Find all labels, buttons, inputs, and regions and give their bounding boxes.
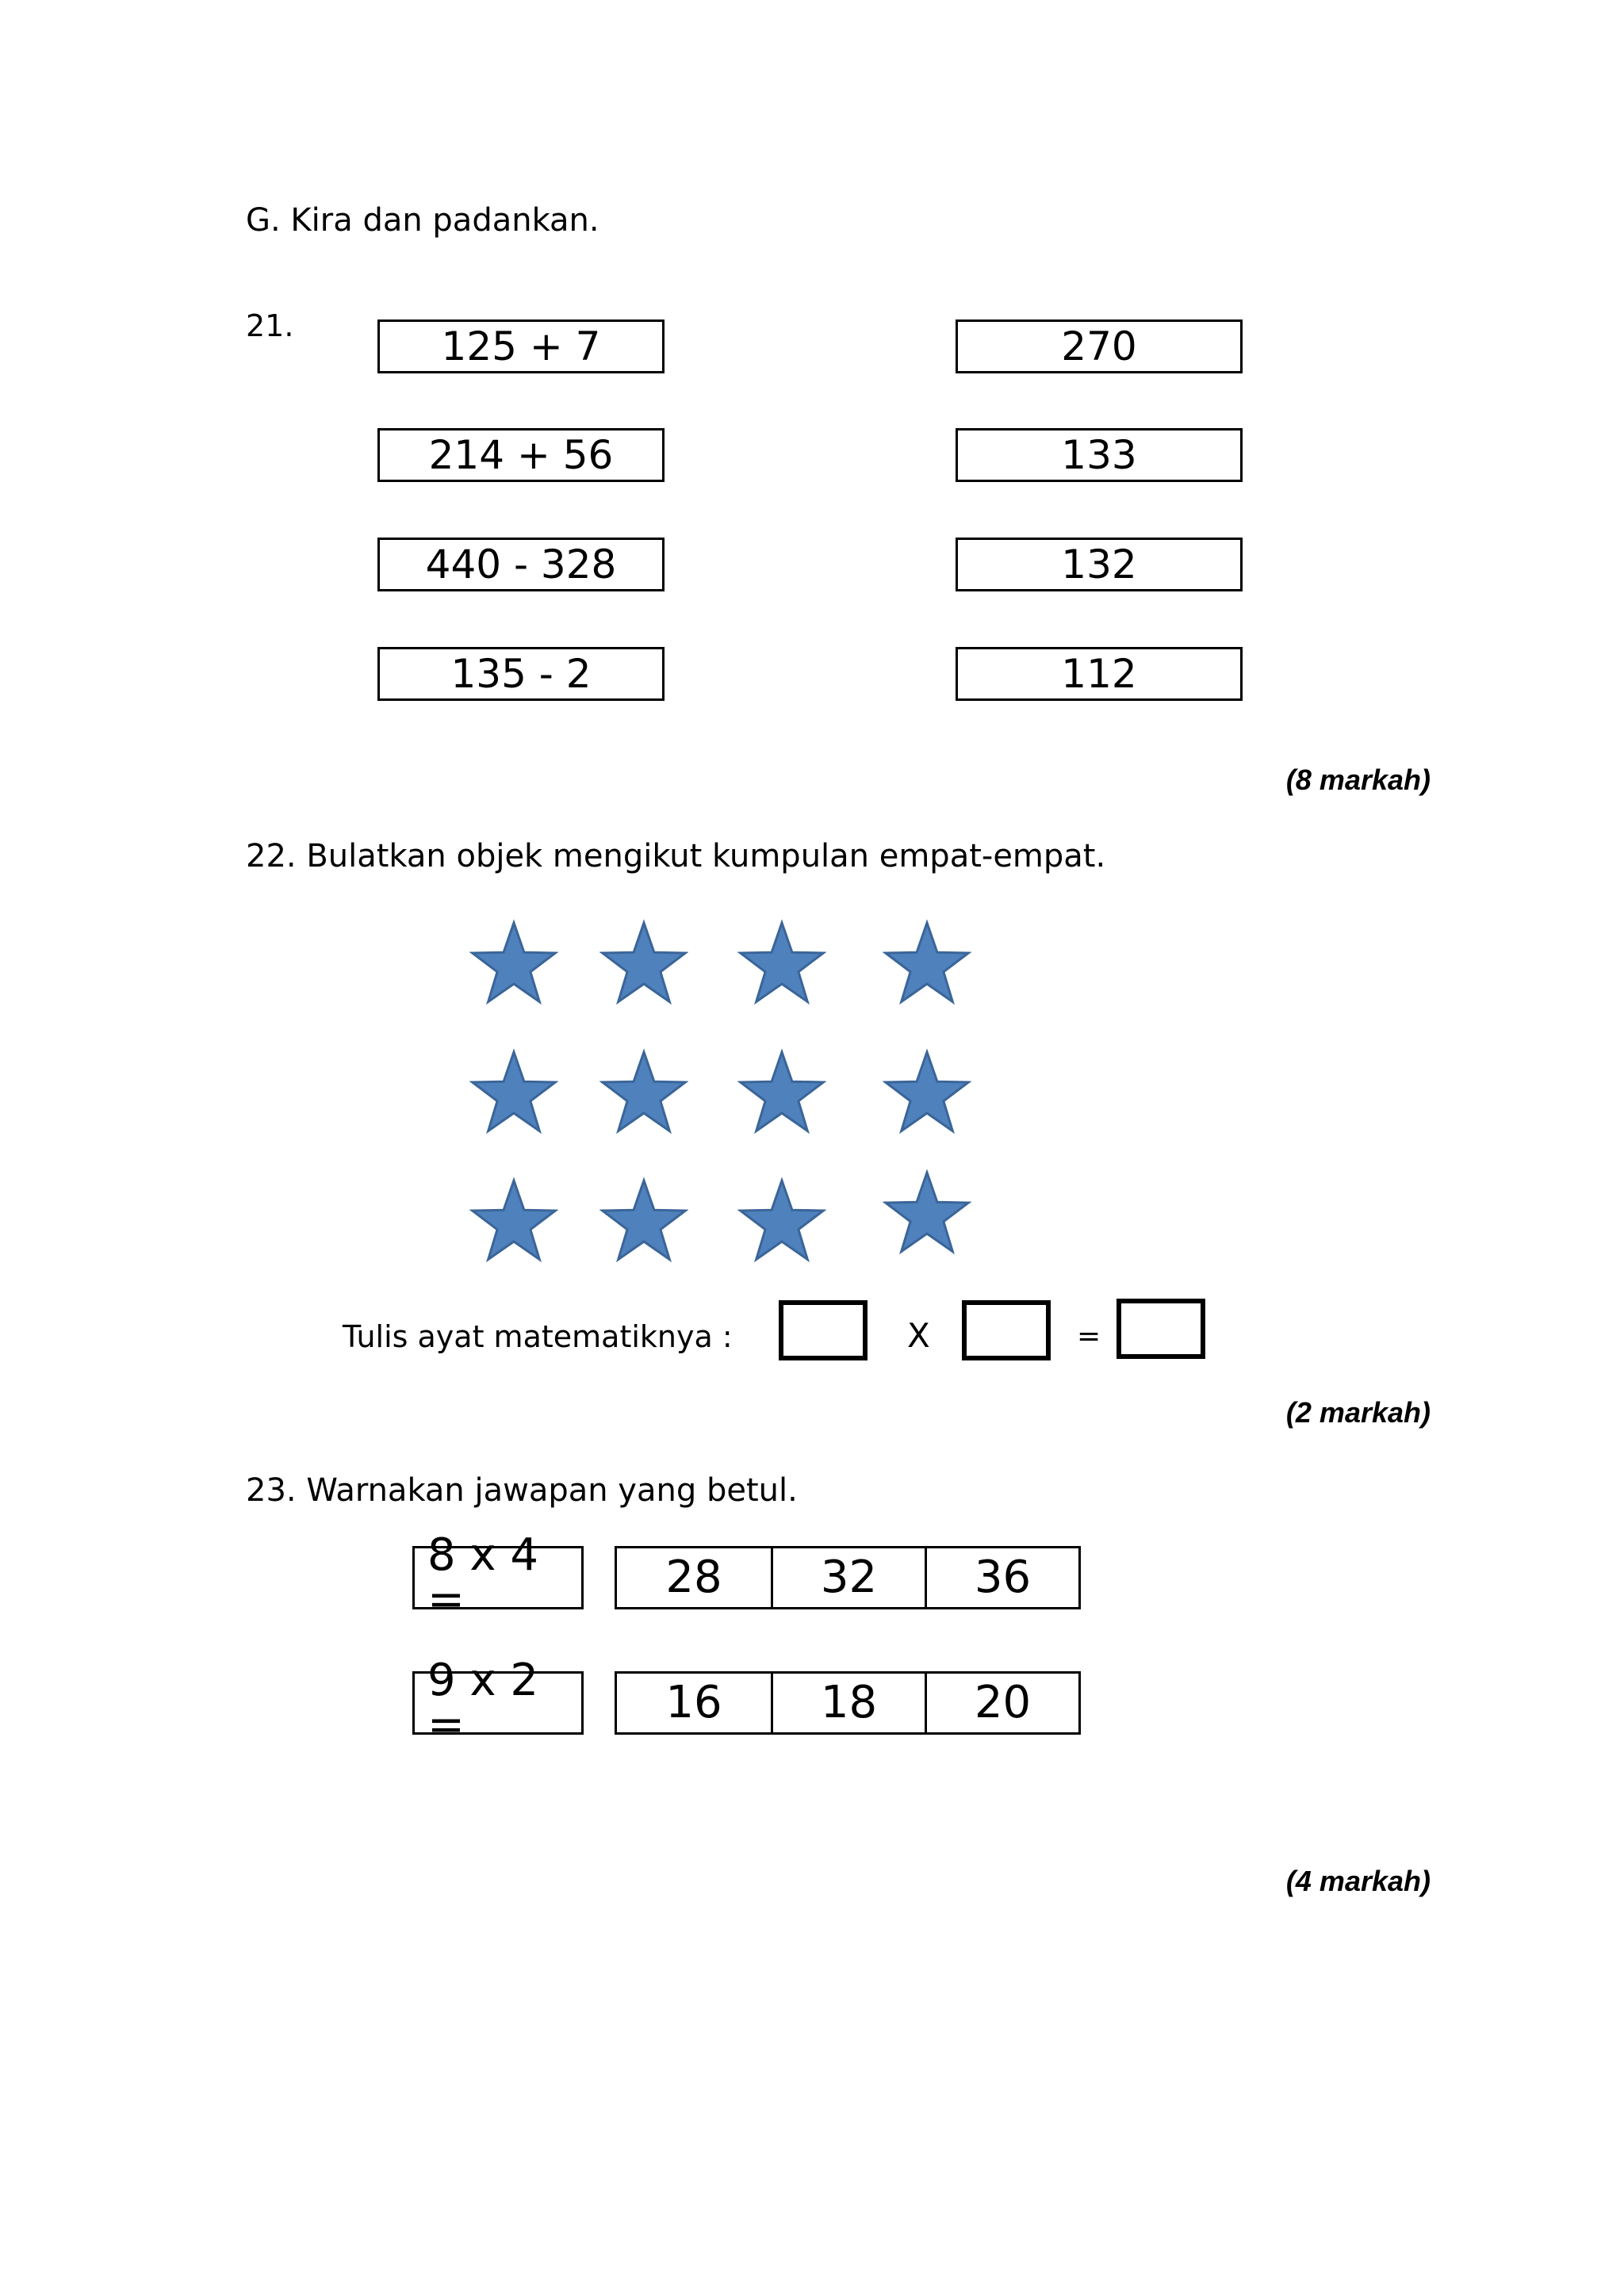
star-icon[interactable] [599,1175,688,1269]
question-22-text: 22. Bulatkan objek mengikut kumpulan empat-empat. [246,838,1106,874]
multiplier-input-box[interactable] [962,1300,1051,1360]
choice-cell[interactable]: 32 [771,1548,925,1607]
expression-box[interactable]: 440 - 328 [377,538,665,591]
star-icon[interactable] [737,917,826,1011]
star-icon[interactable] [469,1175,558,1269]
choice-row [615,1546,1081,1609]
marks-label-21: (8 markah) [1285,763,1431,796]
answer-box[interactable]: 270 [956,320,1243,373]
star-icon[interactable] [737,1175,826,1269]
star-icon[interactable] [883,1047,971,1140]
expression-box[interactable]: 214 + 56 [377,428,665,482]
expression-box[interactable]: 135 - 2 [377,647,665,701]
expression-box[interactable]: 125 + 7 [377,320,665,373]
choice-cell[interactable]: 36 [925,1548,1078,1607]
marks-label-22: (2 markah) [1285,1396,1431,1429]
equals-sign: = [1077,1320,1101,1353]
choice-cell[interactable]: 18 [771,1674,925,1732]
star-icon[interactable] [469,1047,558,1140]
choice-row [615,1671,1081,1735]
equation-box: 8 x 4 = [412,1546,584,1609]
times-sign: X [907,1316,930,1355]
marks-label-23: (4 markah) [1285,1865,1431,1897]
question-number-21: 21. [246,308,294,343]
question-23-text: 23. Warnakan jawapan yang betul. [246,1472,798,1509]
sentence-label: Tulis ayat matematiknya : [343,1319,733,1354]
choice-cell[interactable]: 16 [665,1677,722,1728]
answer-box[interactable]: 133 [956,428,1243,482]
product-input-box[interactable] [1116,1299,1205,1359]
section-heading: G. Kira dan padankan. [246,202,599,239]
star-icon[interactable] [469,917,558,1011]
answer-box[interactable]: 132 [956,538,1243,591]
star-icon[interactable] [599,917,688,1011]
star-icon[interactable] [883,917,971,1011]
choice-cell[interactable]: 28 [665,1552,722,1603]
answer-box[interactable]: 112 [956,647,1243,701]
choice-cell[interactable]: 20 [925,1674,1078,1732]
equation-box: 9 x 2 = [412,1671,584,1735]
star-icon[interactable] [599,1047,688,1140]
star-icon[interactable] [737,1047,826,1140]
star-icon[interactable] [883,1167,971,1261]
multiplicand-input-box[interactable] [779,1300,868,1360]
